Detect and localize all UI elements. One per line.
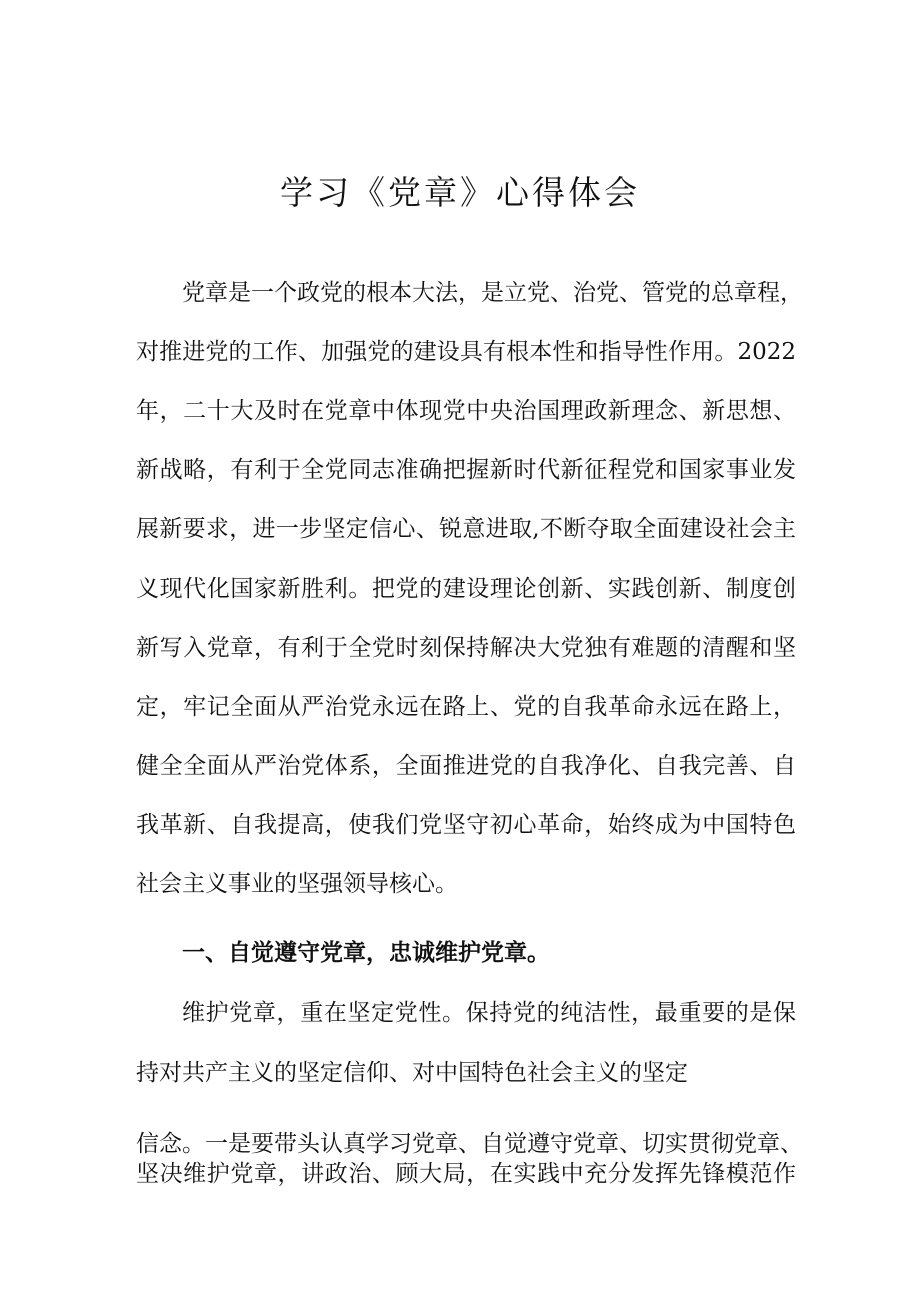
paragraph-line: 展新要求，进一步坚定信心、锐意进取,不断夺取全面建设社会主 [136,516,796,542]
paragraph-line: 健全全面从严治党体系，全面推进党的自我净化、自我完善、自 [136,753,796,779]
paragraph-line: 年，二十大及时在党章中体现党中央治国理政新理念、新思想、 [136,398,796,424]
paragraph-line: 对推进党的工作、加强党的建设具有根本性和指导性作用。2022 [136,339,796,365]
paragraph-line: 党章是一个政党的根本大法，是立党、治党、管党的总章程， [182,280,803,306]
paragraph-line: 新写入党章，有利于全党时刻保持解决大党独有难题的清醒和坚 [136,635,796,661]
paragraph-line: 我革新、自我提高，使我们党坚守初心革命，始终成为中国特色 [136,812,796,838]
paragraph-line: 社会主义事业的坚强领导核心。 [136,871,458,897]
paragraph-line: 信念。一是要带头认真学习党章、自觉遵守党章、切实贯彻党章、 [136,1131,803,1157]
document-title: 学习《党章》心得体会 [280,173,640,212]
paragraph-line: 义现代化国家新胜利。把党的建设理论创新、实践创新、制度创 [136,576,796,602]
paragraph-line: 坚决维护党章，讲政治、顾大局，在实践中充分发挥先锋模范作 [136,1161,796,1187]
paragraph-line: 持对共产主义的坚定信仰、对中国特色社会主义的坚定 [136,1060,688,1086]
paragraph-line: 维护党章，重在坚定党性。保持党的纯洁性，最重要的是保 [182,1000,796,1026]
paragraph-line: 定，牢记全面从严治党永远在路上、党的自我革命永远在路上， [136,694,796,720]
paragraph-line: 新战略，有利于全党同志准确把握新时代新征程党和国家事业发 [136,457,796,483]
section-heading: 一、自觉遵守党章，忠诚维护党章。 [182,940,550,966]
